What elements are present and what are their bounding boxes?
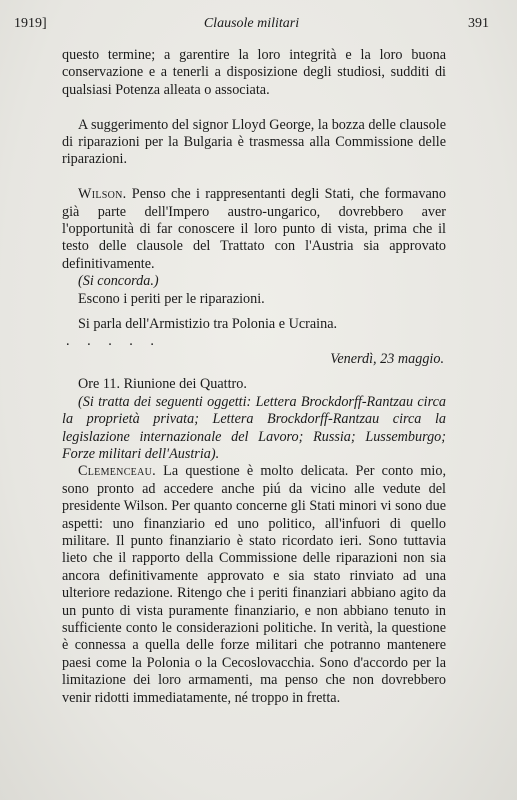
- header-title: Clausole militari: [203, 16, 300, 31]
- paragraph-wilson: [62, 186, 446, 273]
- paragraph-lloyd-george: A suggerimento del signor Lloyd George, la bozza delle clausole di riparazioni per la Bulgaria è trasmessa alla Commissione delle riparazioni.: [62, 116, 446, 168]
- ellipsis-separator: . . . . .: [66, 333, 161, 350]
- paragraph-experts-leave: Escono i periti per le riparazioni.: [78, 290, 265, 307]
- paragraph-archive-clause: questo termine; a garentire la loro integrità e la loro buona conservazione e a tenerli a disposizione degli studiosi, sudditi di qualsiasi Potenza alleata o associata.: [62, 47, 446, 98]
- clemenceau-text: La questione è molto delicata. Per conto mio, sono pronto ad accedere anche piú da vicino alle vedute del presidente Wilson. Per quanto concerne gli Stati minori vi sono due aspetti: uno finanziario ed uno politico, all'infuori di quello militare. Il punto finanziario è stato ricordato ieri. Sono tuttavia lieto che il rapporto della Commissione delle riparazioni non sia ancora definitivamente approvato e sia stato rinviato ad una ulteriore redazione. Ritengo che i periti finanziari abbiano agito da un punto di vista puramente finanziario, e non abbiano tenuto in sufficiente conto le considerazioni politiche. In verità, la questione è connessa a quella delle forze militari che potranno mantenere paesi come la Polonia o la Cecoslovacchia. Sono d'accordo per la limitazione dei loro armamenti, ma penso che non dovrebbero venir ridotti immediatamente, né troppo in fretta.: [62, 463, 446, 706]
- paragraph-clemenceau: [62, 463, 446, 707]
- paragraph-agreed: (Si concorda.): [78, 273, 159, 290]
- wilson-text: Penso che i rappresentanti degli Stati, che formavano già parte dell'Impero austro-ungarico, dovrebbero aver l'opportunità di far conoscere il loro punto di vista, prima che il testo delle clausole del Trattato con l'Austria sia approvato definitivamente.: [62, 186, 446, 272]
- paragraph-meeting: Ore 11. Riunione dei Quattro.: [78, 376, 247, 393]
- running-header: [14, 14, 489, 34]
- page-body: [62, 47, 446, 707]
- paragraph-armistice: Si parla dell'Armistizio tra Polonia e Ucraina.: [78, 316, 338, 333]
- paragraph-agenda: (Si tratta dei seguenti oggetti: Lettera Brockdorff-Rantzau circa la proprietà privata; Lettera Brockdorff-Rantzau circa la legislazione internazionale del Lavoro; Russia; Lussemburgo; Forze militari dell'Austria).: [62, 393, 446, 462]
- header-year: 1919]: [14, 16, 47, 31]
- page-number: 391: [468, 16, 489, 31]
- date-heading: Venerdì, 23 maggio.: [330, 350, 444, 367]
- speaker-clemenceau: Clemenceau.: [78, 463, 156, 480]
- speaker-wilson: Wilson.: [78, 186, 127, 203]
